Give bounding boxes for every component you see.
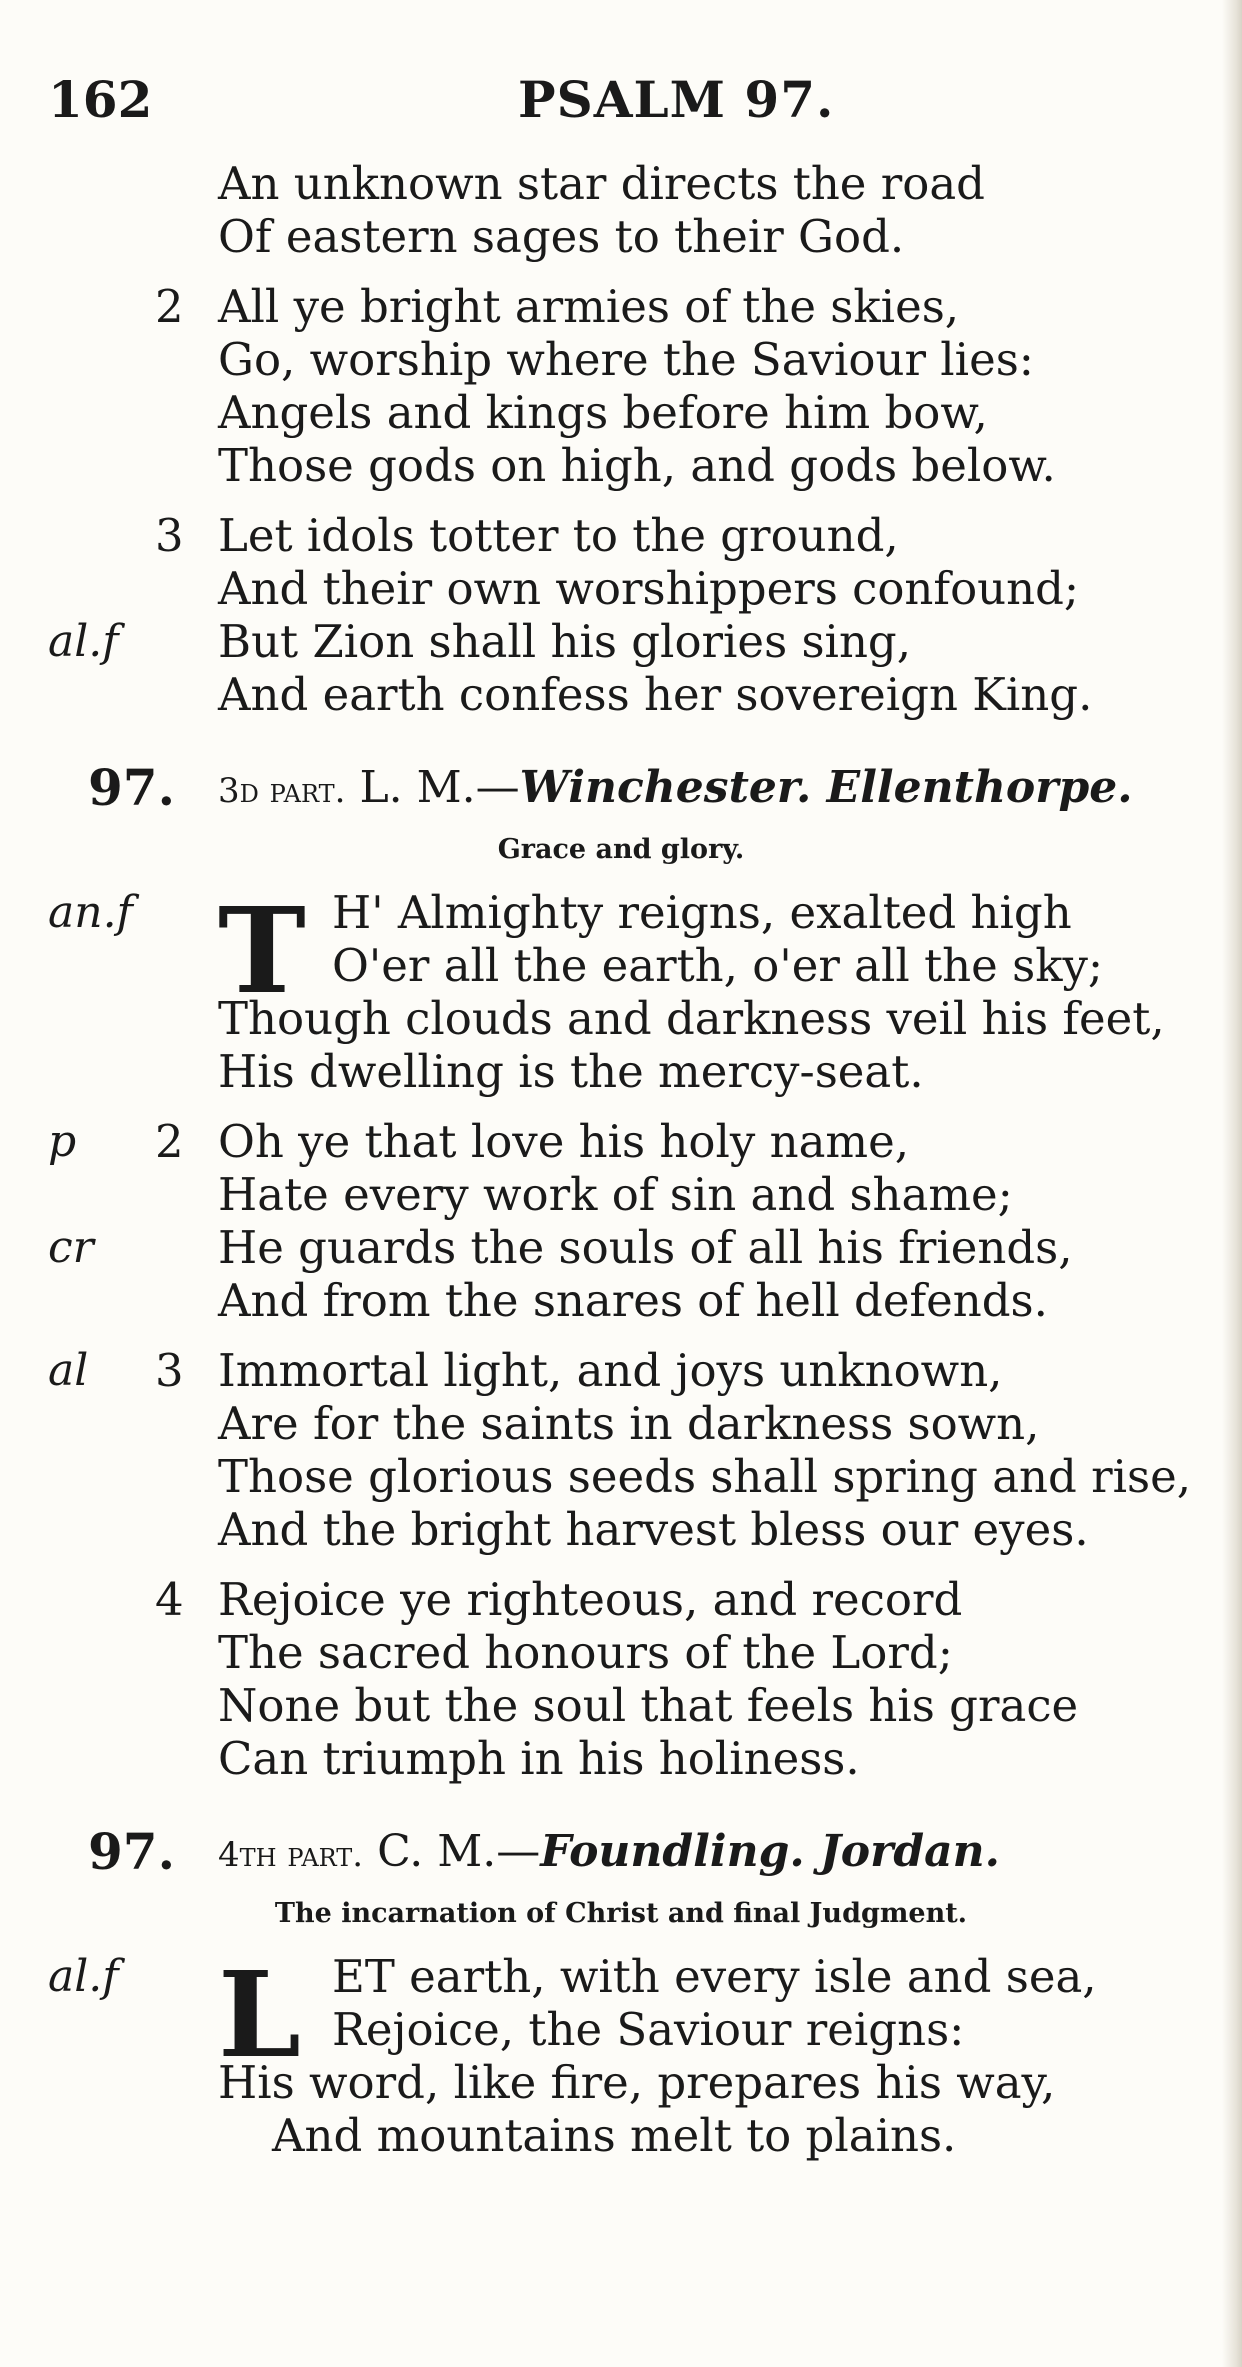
verse-line: al.f But Zion shall his glories sing, bbox=[0, 613, 1242, 671]
verse-line: Can triumph in his holiness. bbox=[218, 1732, 860, 1785]
tune-names: Foundling. Jordan. bbox=[540, 1826, 1000, 1877]
verse-line: p 2 Oh ye that love his holy name, bbox=[0, 1113, 1242, 1171]
running-head: PSALM 97. bbox=[518, 70, 835, 129]
verse-line: 2 All ye bright armies of the skies, bbox=[0, 278, 1242, 336]
verse-block: an.f T H' Almighty reigns, exalted high O'er all the earth, o'er all the sky; bbox=[48, 881, 1104, 1020]
verse-line: None but the soul that feels his grace bbox=[218, 1679, 1079, 1732]
drop-cap: T bbox=[218, 881, 306, 1020]
section-heading bbox=[0, 1822, 1242, 1882]
stanza-number: 2 bbox=[155, 280, 184, 333]
verse-line: Those gods on high, and gods below. bbox=[218, 439, 1056, 492]
verse-line: 3 Let idols totter to the ground, bbox=[0, 507, 1242, 565]
stanza-number: 4 bbox=[155, 1573, 184, 1626]
part-label: 4th part. bbox=[218, 1835, 364, 1875]
verse-line: Go, worship where the Saviour lies: bbox=[218, 333, 1034, 386]
part-label: 3d part. bbox=[218, 771, 346, 811]
verse-line: cr He guards the souls of all his friends, bbox=[0, 1219, 1242, 1277]
psalm-number: 97. bbox=[88, 758, 175, 817]
stanza-number: 3 bbox=[155, 509, 184, 562]
tune-names: Winchester. Ellenthorpe. bbox=[519, 762, 1133, 813]
verse-line: Are for the saints in darkness sown, bbox=[218, 1397, 1040, 1450]
section-heading bbox=[0, 758, 1242, 818]
dynamic-mark: al bbox=[48, 1345, 89, 1396]
stanza-number: 2 bbox=[155, 1115, 184, 1168]
page-header bbox=[48, 70, 1208, 130]
dynamic-mark: cr bbox=[48, 1222, 94, 1273]
verse-line: And the bright harvest bless our eyes. bbox=[218, 1503, 1089, 1556]
verse-line: His word, like fire, prepares his way, bbox=[218, 2056, 1056, 2109]
dynamic-mark: al.f bbox=[48, 616, 119, 667]
meter-label: C. M.— bbox=[377, 1826, 541, 1877]
dynamic-mark: al.f bbox=[48, 1951, 119, 2002]
verse-line: And from the snares of hell defends. bbox=[218, 1274, 1048, 1327]
verse-line: The sacred honours of the Lord; bbox=[218, 1626, 953, 1679]
dynamic-mark: p bbox=[48, 1116, 77, 1167]
dynamic-mark: an.f bbox=[48, 887, 133, 938]
verse-line: Those glorious seeds shall spring and rise, bbox=[218, 1450, 1192, 1503]
verse-line: And their own worshippers confound; bbox=[218, 562, 1080, 615]
drop-cap: L bbox=[218, 1945, 301, 2084]
subject-title: The incarnation of Christ and final Judgment. bbox=[274, 1898, 968, 1929]
verse-line: 4 Rejoice ye righteous, and record bbox=[0, 1571, 1242, 1629]
verse-line: An unknown star directs the road bbox=[218, 157, 985, 210]
verse-line: And earth confess her sovereign King. bbox=[218, 668, 1093, 721]
meter-label: L. M.— bbox=[359, 762, 520, 813]
verse-line: Angels and kings before him bow, bbox=[218, 386, 988, 439]
verse-line: His dwelling is the mercy-seat. bbox=[218, 1045, 924, 1098]
verse-line: Hate every work of sin and shame; bbox=[218, 1168, 1013, 1221]
verse-line: Though clouds and darkness veil his feet, bbox=[218, 992, 1165, 1045]
subject-title: Grace and glory. bbox=[497, 834, 745, 865]
verse-line: Of eastern sages to their God. bbox=[218, 210, 905, 263]
page-number: 162 bbox=[48, 70, 153, 129]
stanza-number: 3 bbox=[155, 1344, 184, 1397]
verse-block: al.f L ET earth, with every isle and sea, Rejoice, the Saviour reigns: bbox=[48, 1945, 1097, 2084]
verse-line: And mountains melt to plains. bbox=[272, 2109, 957, 2162]
verse-line: al 3 Immortal light, and joys unknown, bbox=[0, 1342, 1242, 1400]
psalm-number: 97. bbox=[88, 1822, 175, 1881]
